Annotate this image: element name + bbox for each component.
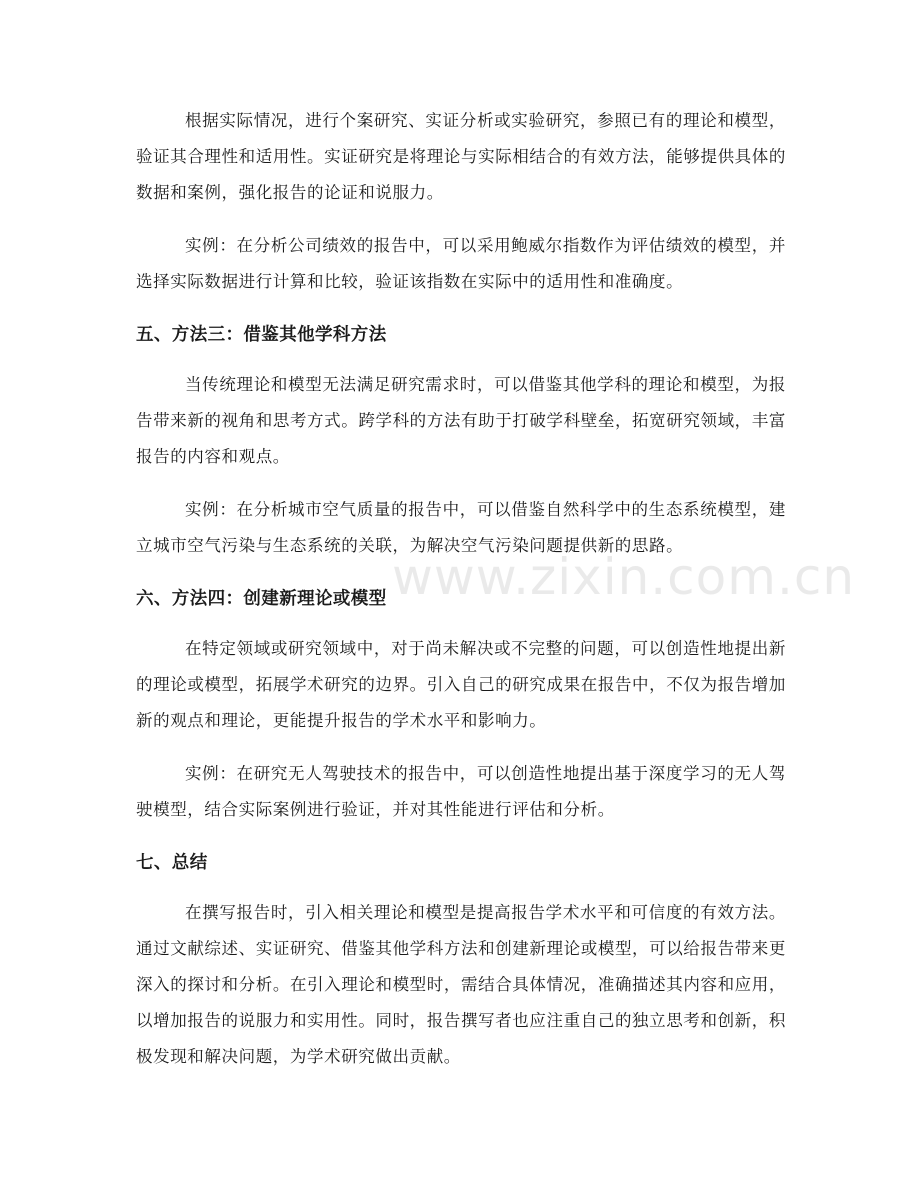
body-paragraph: 当传统理论和模型无法满足研究需求时，可以借鉴其他学科的理论和模型，为报告带来新的视角和思考方式。跨学科的方法有助于打破学科壁垒，拓宽研究领域，丰富报告的内容和观点。 (136, 375, 786, 466)
body-paragraph: 在特定领域或研究领域中，对于尚未解决或不完整的问题，可以创造性地提出新的理论或模型，拓展学术研究的边界。引入自己的研究成果在报告中，不仅为报告增加新的观点和理论，更能提升报告的学术水平和影响力。 (136, 639, 786, 730)
conclusion-paragraph: 在撰写报告时，引入相关理论和模型是提高报告学术水平和可信度的有效方法。通过文献综述、实证研究、借鉴其他学科方法和创建新理论或模型，可以给报告带来更深入的探讨和分析。在引入理论和模型时，需结合具体情况，准确描述其内容和应用，以增加报告的说服力和实用性。同时，报告撰写者也应注重自己的独立思考和创新，积极发现和解决问题，为学术研究做出贡献。 (136, 903, 786, 1066)
watermark: www.zixin.com.cn (392, 548, 856, 606)
section-heading: 七、总结 (136, 853, 208, 873)
section-heading: 六、方法四：创建新理论或模型 (136, 589, 387, 609)
example-paragraph: 实例：在研究无人驾驶技术的报告中，可以创造性地提出基于深度学习的无人驾驶模型，结合实际案例进行验证，并对其性能进行评估和分析。 (136, 764, 786, 819)
section-heading: 五、方法三：借鉴其他学科方法 (136, 325, 387, 345)
example-paragraph: 实例：在分析公司绩效的报告中，可以采用鲍威尔指数作为评估绩效的模型，并选择实际数据进行计算和比较，验证该指数在实际中的适用性和准确度。 (136, 236, 786, 291)
example-paragraph: 实例：在分析城市空气质量的报告中，可以借鉴自然科学中的生态系统模型，建立城市空气污染与生态系统的关联，为解决空气污染问题提供新的思路。 (136, 500, 786, 555)
body-paragraph: 根据实际情况，进行个案研究、实证分析或实验研究，参照已有的理论和模型，验证其合理性和适用性。实证研究是将理论与实际相结合的有效方法，能够提供具体的数据和案例，强化报告的论证和说服力。 (136, 111, 786, 202)
document-body (136, 103, 786, 1092)
